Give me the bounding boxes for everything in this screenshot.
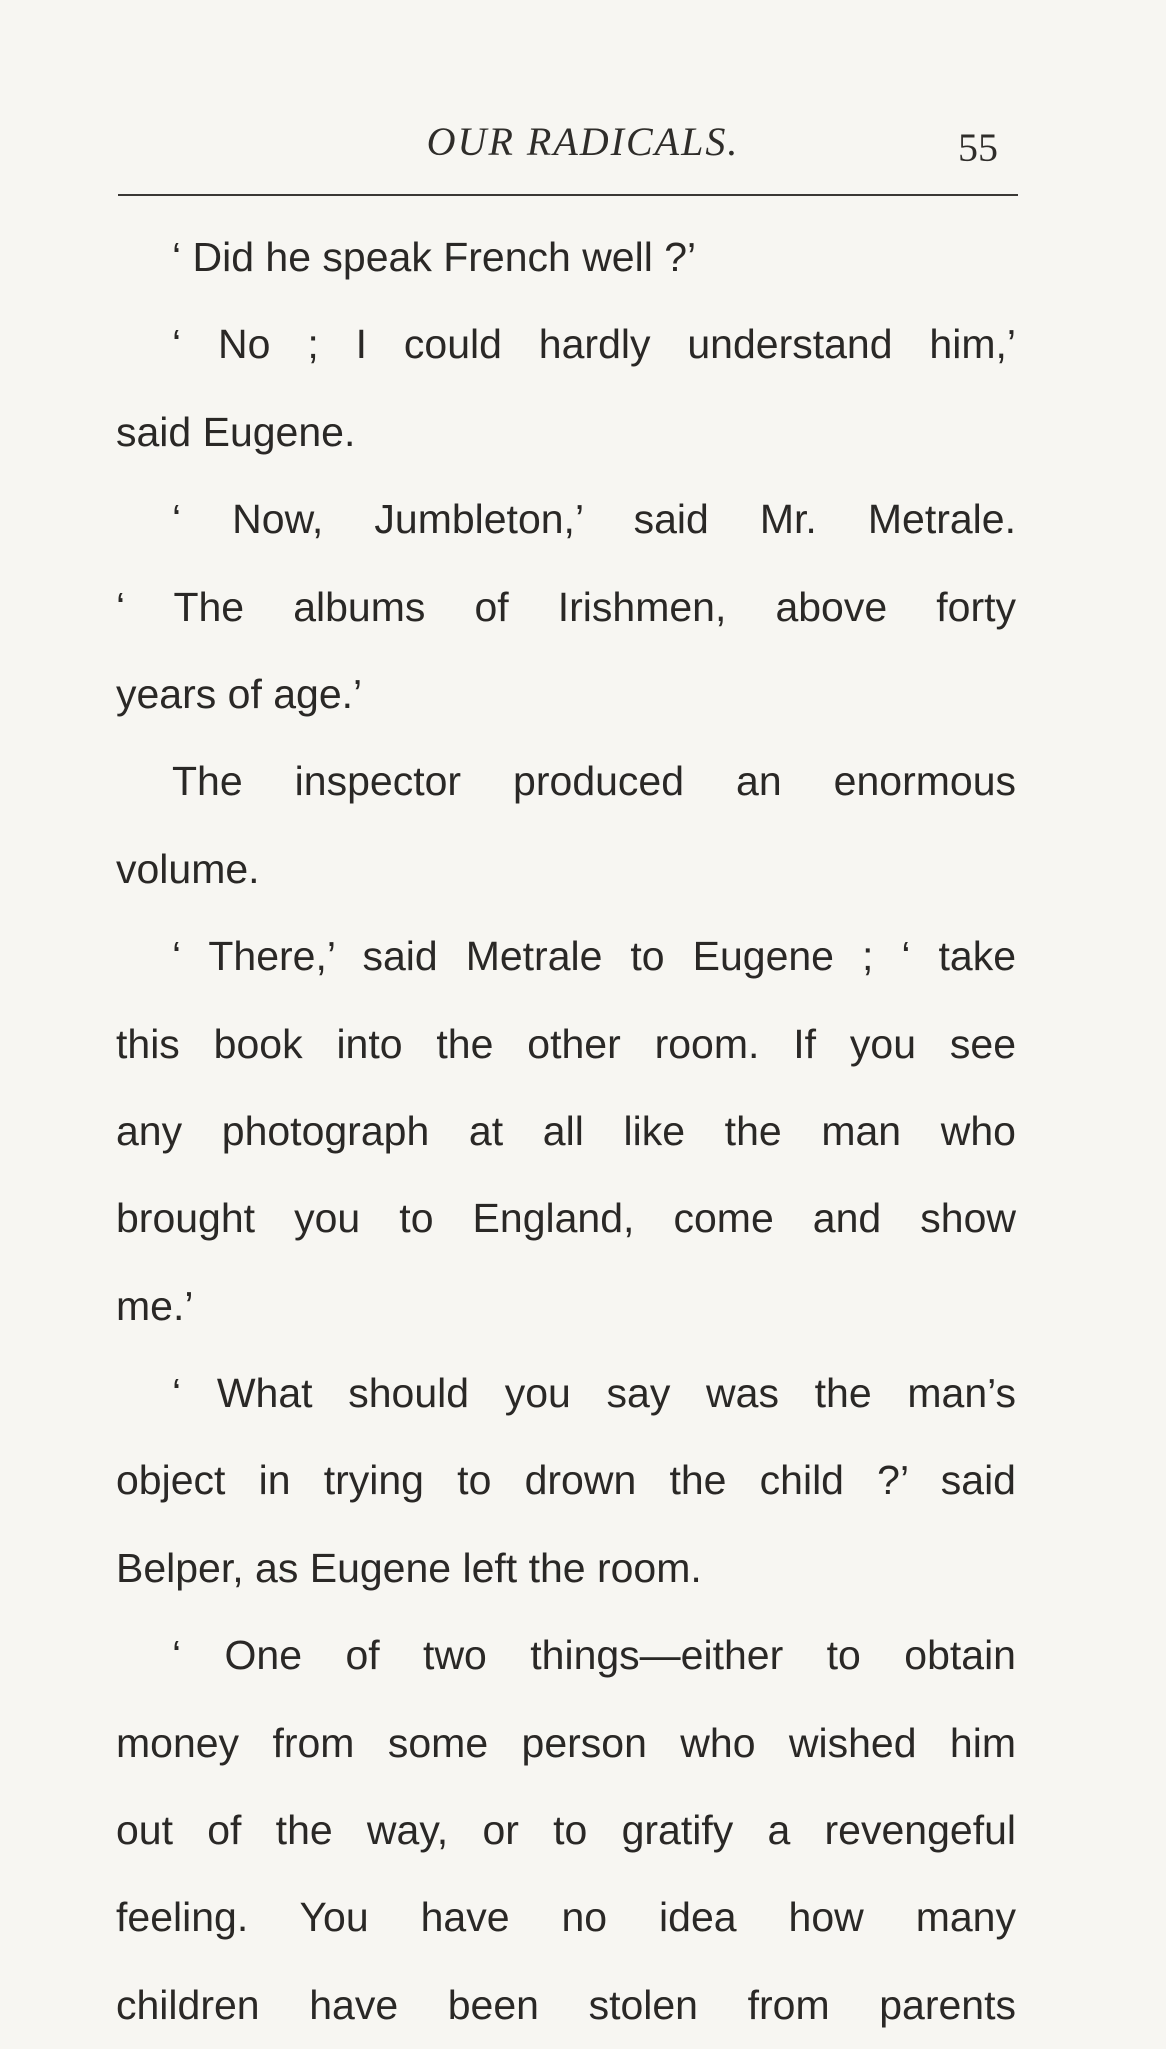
text-line: feeling. You have no idea how many — [116, 1894, 1016, 1941]
text-line: any photograph at all like the man who — [116, 1107, 1016, 1154]
header-rule — [118, 194, 1018, 196]
text-line: me.’ — [116, 1282, 194, 1329]
text-line: object in trying to drown the child ?’ said — [116, 1457, 1016, 1504]
text-line: this book into the other room. If you see — [116, 1020, 1016, 1067]
page-number: 55 — [958, 125, 998, 170]
text-line: ‘ There,’ said Metrale to Eugene ; ‘ take — [172, 933, 1016, 980]
text-line: brought you to England, come and show — [116, 1195, 1016, 1242]
text-line: ‘ The albums of Irishmen, above forty — [116, 583, 1016, 630]
text-line: volume. — [116, 845, 260, 892]
running-head — [0, 118, 1166, 188]
text-line: ‘ Did he speak French well ?’ — [172, 234, 697, 280]
text-line: ‘ What should you say was the man’s — [172, 1370, 1016, 1417]
body-text — [116, 214, 1016, 2049]
text-line: Belper, as Eugene left the room. — [116, 1544, 702, 1591]
text-line: years of age.’ — [116, 670, 363, 717]
text-line: said Eugene. — [116, 408, 356, 455]
text-line: ‘ Now, Jumbleton,’ said Mr. Metrale. — [172, 496, 1016, 543]
text-line: ‘ No ; I could hardly understand him,’ — [172, 321, 1016, 368]
text-line: The inspector produced an enormous — [172, 758, 1016, 805]
running-title: OUR RADICALS. — [426, 119, 740, 164]
text-line: money from some person who wished him — [116, 1719, 1016, 1766]
text-line: out of the way, or to gratify a revengeful — [116, 1807, 1016, 1854]
text-line: children have been stolen from parents — [116, 1981, 1016, 2028]
text-line: ‘ One of two things—either to obtain — [172, 1632, 1016, 1679]
